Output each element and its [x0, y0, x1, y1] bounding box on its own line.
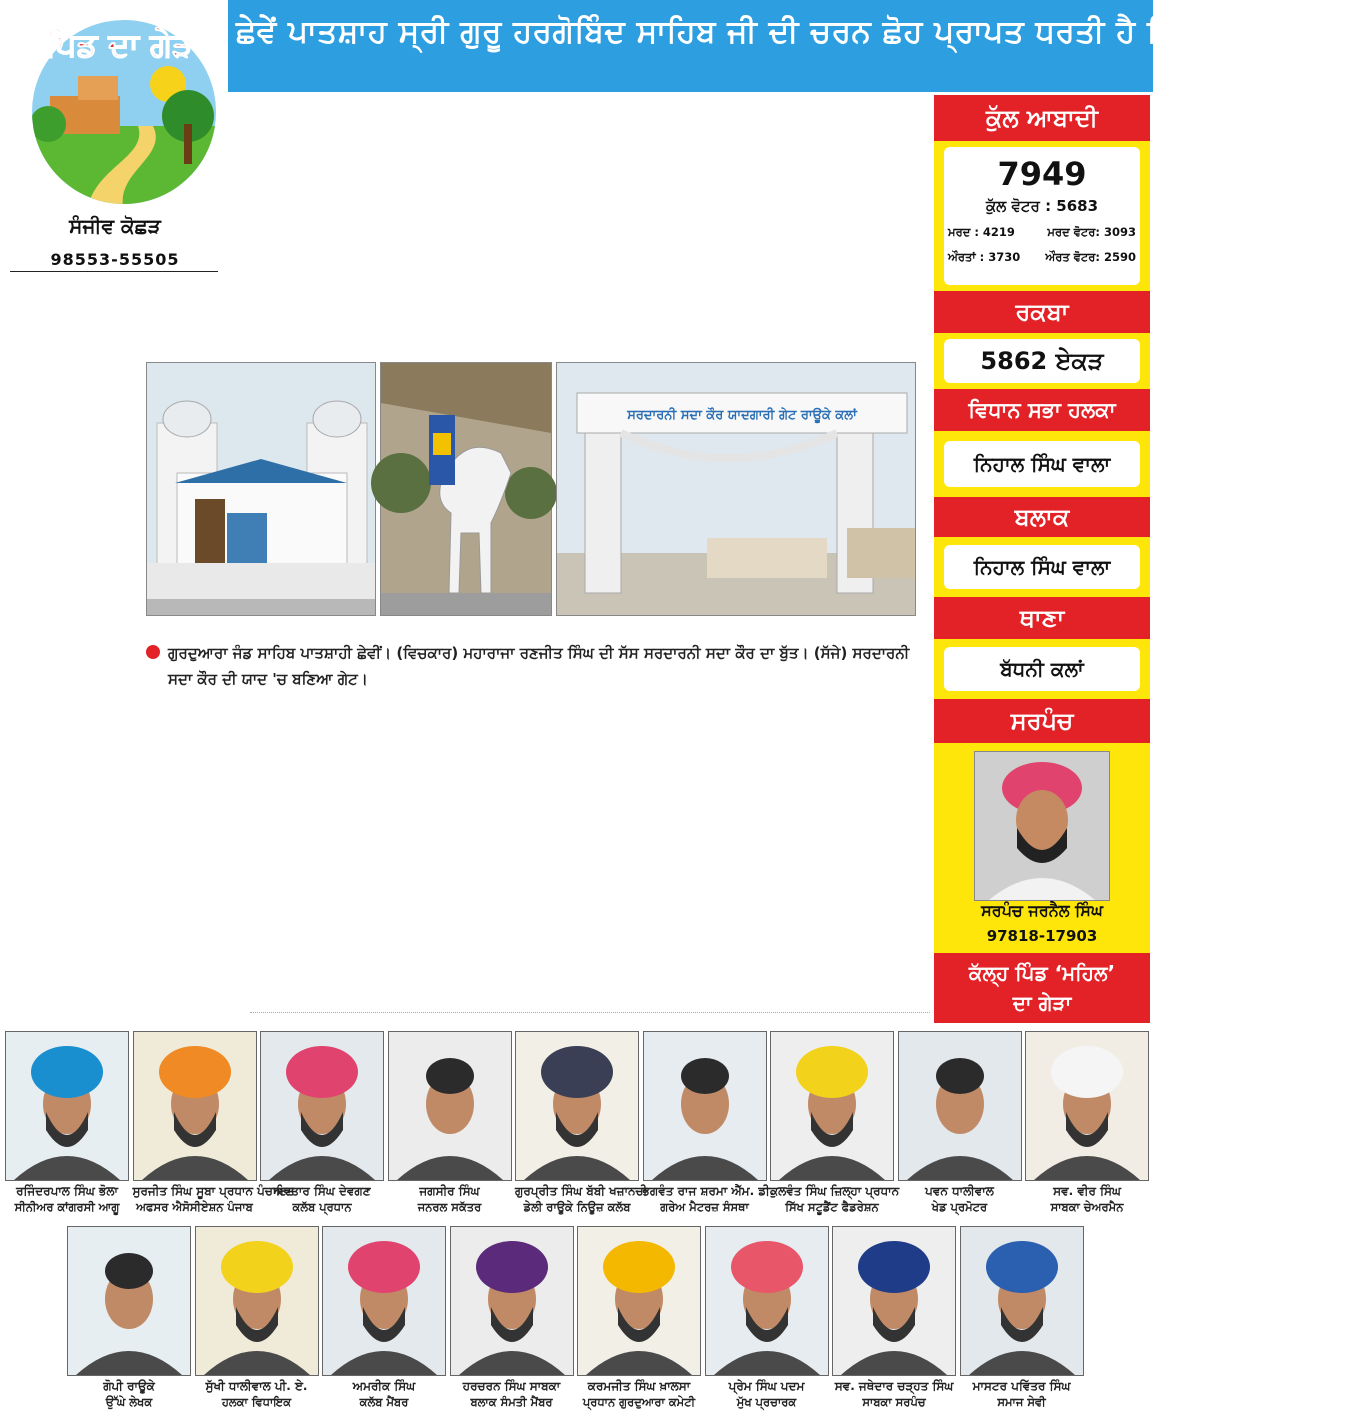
sarpanch-name: ਸਰਪੰਚ ਜਰਨੈਲ ਸਿੰਘ [981, 901, 1103, 920]
divider [250, 1012, 930, 1013]
portrait-photo [260, 1031, 384, 1181]
person-name: ਮਾਸਟਰ ਪਵਿੱਤਰ ਸਿੰਘ [972, 1379, 1071, 1393]
sarpanch-phone: 97818-17903 [986, 927, 1098, 945]
person-role: ਡੇਲੀ ਰਾਊਕੇ ਨਿਊਜ਼ ਕਲੱਬ [523, 1200, 631, 1214]
constituency-box [934, 431, 1150, 497]
person-role: ਜਨਰਲ ਸਕੱਤਰ [417, 1200, 482, 1214]
header-banner [228, 0, 1346, 92]
person-name: ਜਗਸੀਰ ਸਿੰਘ [419, 1184, 480, 1198]
person-name: ਹਰਚਰਨ ਸਿੰਘ ਸਾਬਕਾ [462, 1379, 561, 1393]
person-card [898, 1031, 1022, 1215]
person-role: ਸਮਾਜ ਸੇਵੀ [997, 1395, 1046, 1409]
male-count: ਮਰਦ : 4219 [948, 225, 1015, 239]
person-card [260, 1031, 384, 1215]
police-box [934, 639, 1150, 699]
portrait-photo [643, 1031, 767, 1181]
person-name: ਸਵ. ਵੀਰ ਸਿੰਘ [1053, 1184, 1121, 1198]
person-card [577, 1226, 701, 1410]
person-card [832, 1226, 956, 1410]
person-role: ਬਲਾਕ ਸੰਮਤੀ ਮੈਂਬਰ [470, 1395, 553, 1409]
person-card [388, 1031, 512, 1215]
person-role: ਸਾਬਕਾ ਸਰਪੰਚ [862, 1395, 926, 1409]
person-name: ਪ੍ਰੇਮ ਸਿੰਘ ਪਦਮ [728, 1379, 805, 1393]
person-role: ਗਰੇਅ ਮੈਟਰਜ਼ ਸੰਸਥਾ [660, 1200, 749, 1214]
person-role: ਉੱਘੇ ਲੇਖਕ [105, 1395, 153, 1409]
banner-title: ਛੇਵੇਂ ਪਾਤਸ਼ਾਹ ਸ੍ਰੀ ਗੁਰੂ ਹਰਗੋਬਿੰਦ ਸਾਹਿਬ ਜੀ ਦੀ ਚਰਨ ਛੋਹ ਪ੍ਰਾਪਤ ਧਰਤੀ ਹੈ ਪਿੰਡ ਰਾਊਕੇ ਕਲਾਂ [236, 14, 1346, 50]
divider [10, 271, 218, 272]
person-card [1025, 1031, 1149, 1215]
person-name: ਅਮਰੀਕ ਸਿੰਘ [352, 1379, 416, 1393]
person-name: ਸੁਰਜੀਤ ਸਿੰਘ ਸੂਬਾ ਪ੍ਰਧਾਨ ਪੰਚਾਇਤ [132, 1184, 295, 1198]
reporter-phone: 98553-55505 [50, 250, 180, 269]
person-card [770, 1031, 900, 1215]
logo-text: ਪਿੰਡ ਦਾ ਗੇੜਾ [45, 26, 203, 64]
block-box [934, 537, 1150, 597]
block-heading: ਬਲਾਕ [934, 497, 1150, 537]
person-name: ਅਵਤਾਰ ਸਿੰਘ ਦੇਵਗਣ [273, 1184, 371, 1198]
person-name: ਗੋਪੀ ਰਾਊਕੇ [103, 1379, 155, 1393]
person-role: ਮੁੱਖ ਪ੍ਰਚਾਰਕ [736, 1395, 797, 1409]
person-role: ਸਾਬਕਾ ਚੇਅਰਮੈਨ [1050, 1200, 1124, 1214]
population-box [934, 141, 1150, 291]
person-card [515, 1031, 648, 1215]
person-name: ਭਗਵੰਤ ਰਾਜ ਸ਼ਰਮਾ ਐੱਮ. ਡੀ. [642, 1184, 775, 1198]
portrait-photo [832, 1226, 956, 1376]
next-village-line2: ਦਾ ਗੇੜਾ [1012, 991, 1072, 1015]
person-card [450, 1226, 574, 1410]
person-name: ਗੁਰਪ੍ਰੀਤ ਸਿੰਘ ਬੱਬੀ ਖਜ਼ਾਨਚੀ [515, 1184, 648, 1198]
gurdwara-photo [146, 362, 376, 616]
person-role: ਹਲਕਾ ਵਿਧਾਇਕ [221, 1395, 292, 1409]
portrait-photo [133, 1031, 257, 1181]
reporter-name: ਸੰਜੀਵ ਕੋਛੜ [69, 214, 161, 238]
person-role: ਕਲੱਬ ਪ੍ਰਧਾਨ [292, 1200, 352, 1214]
caption-bullet [146, 645, 160, 659]
photo-caption: ਗੁਰਦੁਆਰਾ ਜੰਡ ਸਾਹਿਬ ਪਾਤਸ਼ਾਹੀ ਛੇਵੀਂ। (ਵਿਚਕਾਰ) ਮਹਾਰਾਜਾ ਰਣਜੀਤ ਸਿੰਘ ਦੀ ਸੱਸ ਸਰਦਾਰਨੀ ਸਦਾ ਕੌਰ ਦਾ ਬੁੱਤ। (ਸੱਜੇ) ਸਰਦਾਰਨੀ ਸਦਾ ਕੌਰ ਦੀ ਯਾਦ 'ਚ ਬਣਿਆ ਗੇਟ। [168, 644, 910, 688]
person-role: ਪ੍ਰਧਾਨ ਗੁਰਦੁਆਰਾ ਕਮੇਟੀ [582, 1395, 696, 1409]
police-heading: ਥਾਣਾ [934, 597, 1150, 639]
person-card [322, 1226, 446, 1410]
portrait-photo [322, 1226, 446, 1376]
portrait-photo [898, 1031, 1022, 1181]
person-role: ਖੇਡ ਪ੍ਰਮੋਟਰ [931, 1200, 988, 1214]
person-card [5, 1031, 129, 1215]
portrait-photo [5, 1031, 129, 1181]
constituency-heading: ਵਿਧਾਨ ਸਭਾ ਹਲਕਾ [934, 389, 1150, 431]
info-sidebar [934, 95, 1150, 1023]
next-village-line1: ਕੱਲ੍ਹ ਪਿੰਡ ‘ਮਹਿਲ’ [968, 961, 1116, 985]
portrait-photo [705, 1226, 829, 1376]
sarpanch-box [934, 743, 1150, 953]
person-card [67, 1226, 191, 1410]
area-value: 5862 ਏਕੜ [944, 339, 1140, 383]
portrait-photo [67, 1226, 191, 1376]
person-card [960, 1226, 1084, 1410]
gate-sign-text: ਸਰਦਾਰਨੀ ਸਦਾ ਕੌਰ ਯਾਦਗਾਰੀ ਗੇਟ ਰਾਊਕੇ ਕਲਾਂ [627, 408, 857, 423]
portrait-photo [450, 1226, 574, 1376]
person-name: ਸੁੱਖੀ ਧਾਲੀਵਾਲ ਪੀ. ਏ. [205, 1379, 308, 1393]
population-total: 7949 [997, 155, 1087, 193]
female-voters: ਔਰਤ ਵੋਟਰ: 2590 [1045, 250, 1136, 264]
person-role: ਸੀਨੀਅਰ ਕਾਂਗਰਸੀ ਆਗੂ [14, 1200, 120, 1214]
area-heading: ਰਕਬਾ [934, 291, 1150, 333]
total-voters: ਕੁੱਲ ਵੋਟਰ : 5683 [985, 197, 1099, 215]
block-value: ਨਿਹਾਲ ਸਿੰਘ ਵਾਲਾ [944, 545, 1140, 589]
portrait-photo [515, 1031, 639, 1181]
constituency-value: ਨਿਹਾਲ ਸਿੰਘ ਵਾਲਾ [944, 441, 1140, 487]
female-count: ਔਰਤਾਂ : 3730 [948, 250, 1021, 264]
person-role: ਕਲੱਬ ਮੈਂਬਰ [359, 1395, 409, 1409]
portrait-photo [960, 1226, 1084, 1376]
next-village-box [934, 953, 1150, 1023]
person-card [705, 1226, 829, 1410]
person-name: ਪਵਨ ਧਾਲੀਵਾਲ [925, 1184, 994, 1198]
pind-da-gerha-logo [18, 6, 230, 206]
person-role: ਅਫਸਰ ਐਸੋਸੀਏਸ਼ਨ ਪੰਜਾਬ [136, 1200, 253, 1214]
person-name: ਕੁਲਵੰਤ ਸਿੰਘ ਜ਼ਿਲ੍ਹਾ ਪ੍ਰਧਾਨ [770, 1184, 900, 1198]
portrait-photo [1025, 1031, 1149, 1181]
memorial-gate-photo [556, 362, 916, 616]
person-name: ਸਵ. ਜਥੇਦਾਰ ਚੜ੍ਹਤ ਸਿੰਘ [834, 1379, 954, 1393]
population-heading: ਕੁੱਲ ਆਬਾਦੀ [934, 95, 1150, 141]
portrait-photo [770, 1031, 894, 1181]
person-card [132, 1031, 295, 1215]
person-card [195, 1226, 319, 1410]
person-role: ਸਿੱਖ ਸਟੂਡੈਂਟ ਫੈਡਰੇਸ਼ਨ [785, 1200, 879, 1214]
area-box [934, 333, 1150, 389]
police-value: ਬੱਧਨੀ ਕਲਾਂ [944, 647, 1140, 691]
person-name: ਰਜਿੰਦਰਪਾਲ ਸਿੰਘ ਭੋਲਾ [16, 1184, 118, 1198]
portrait-photo [577, 1226, 701, 1376]
portrait-photo [195, 1226, 319, 1376]
statue-photo [380, 362, 552, 616]
male-voters: ਮਰਦ ਵੋਟਰ: 3093 [1047, 225, 1136, 239]
person-card [642, 1031, 775, 1215]
person-name: ਕਰਮਜੀਤ ਸਿੰਘ ਖ਼ਾਲਸਾ [587, 1379, 691, 1393]
portrait-photo [388, 1031, 512, 1181]
sarpanch-photo [974, 751, 1110, 901]
sarpanch-heading: ਸਰਪੰਚ [934, 699, 1150, 743]
